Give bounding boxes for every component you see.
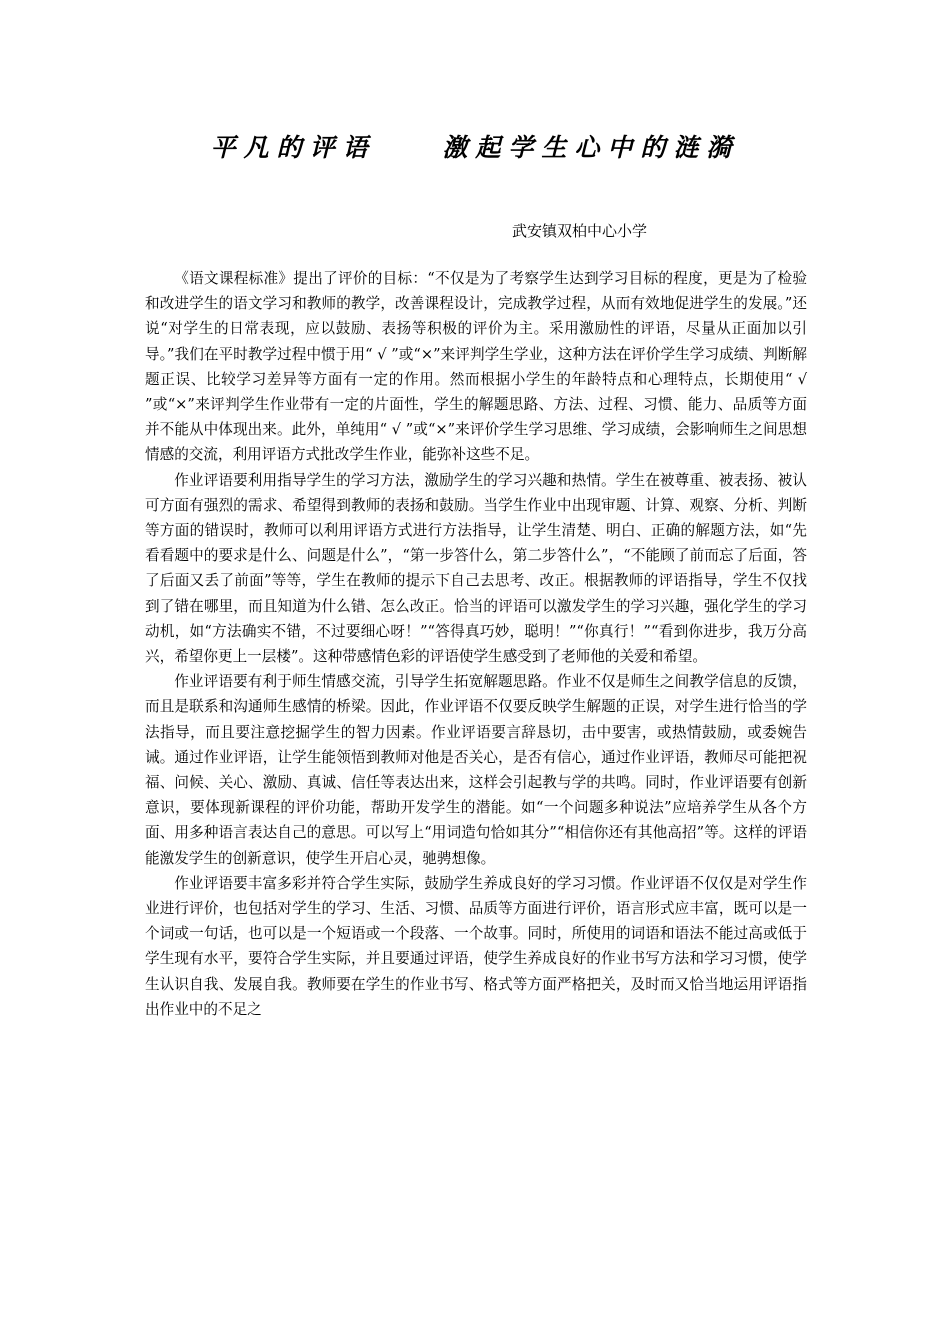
author-line: 武安镇双柏中心小学 — [512, 222, 648, 240]
document-body — [145, 266, 807, 1022]
paragraph-3: 作业评语要有利于师生情感交流，引导学生拓宽解题思路。作业不仅是师生之间教学信息的反馈，而且是联系和沟通师生感情的桥梁。因此，作业评语不仅要反映学生解题的正误，对学生进行恰当的学法指导，而且要注意挖掘学生的智力因素。作业评语要言辞恳切，击中要害，或热情鼓励，或委婉告诫。通过作业评语，让学生能领悟到教师对他是否关心，是否有信心，通过作业评语，教师尽可能把祝福、问候、关心、激励、真诚、信任等表达出来，这样会引起教与学的共鸣。同时，作业评语要有创新意识，要体现新课程的评价功能，帮助开发学生的潜能。如“一个问题多种说法”应培养学生从各个方面、用多种语言表达自己的意思。可以写上“用词造句恰如其分”“相信你还有其他高招”等。这样的评语能激发学生的创新意识，使学生开启心灵，驰骋想像。 — [145, 673, 807, 867]
document-title: 平凡的评语 激起学生心中的涟漪 — [210, 133, 740, 162]
paragraph-1: 《语文课程标准》提出了评价的目标：“不仅是为了考察学生达到学习目标的程度，更是为了检验和改进学生的语文学习和教师的教学，改善课程设计，完成教学过程，从而有效地促进学生的发展。”还说“对学生的日常表现，应以鼓励、表扬等积极的评价为主。采用激励性的评语，尽量从正面加以引导。”我们在平时教学过程中惯于用“ √ ”或“×”来评判学生学业，这种方法在评价学生学习成绩、判断解题正误、比较学习差异等方面有一定的作用。然而根据小学生的年龄特点和心理特点，长期使用“ √ ”或“×”来评判学生作业带有一定的片面性，学生的解题思路、方法、过程、习惯、能力、品质等方面并不能从中体现出来。此外，单纯用“ √ ”或“×”来评价学生学习思维、学习成绩，会影响师生之间思想情感的交流，利用评语方式批改学生作业，能弥补这些不足。 — [145, 270, 807, 464]
paragraph-2: 作业评语要利用指导学生的学习方法，激励学生的学习兴趣和热情。学生在被尊重、被表扬、被认可方面有强烈的需求、希望得到教师的表扬和鼓励。当学生作业中出现审题、计算、观察、分析、判断等方面的错误时，教师可以利用评语方式进行方法指导，让学生清楚、明白、正确的解题方法，如“先看看题中的要求是什么、问题是什么”，“第一步答什么，第二步答什么”，“不能顾了前而忘了后面，答了后面又丢了前面”等等，学生在教师的提示下自己去思考、改正。根据教师的评语指导，学生不仅找到了错在哪里，而且知道为什么错、怎么改正。恰当的评语可以激发学生的学习兴趣，强化学生的学习动机，如“方法确实不错，不过要细心呀！”“答得真巧妙，聪明！”“你真行！”“看到你进步，我万分高兴，希望你更上一层楼”。这种带感情色彩的评语使学生感受到了老师他的关爱和希望。 — [145, 471, 807, 666]
paragraph-4: 作业评语要丰富多彩并符合学生实际，鼓励学生养成良好的学习习惯。作业评语不仅仅是对学生作业进行评价，也包括对学生的学习、生活、习惯、品质等方面进行评价，语言形式应丰富，既可以是一个词或一句话，也可以是一个短语或一个段落、一个故事。同时，所使用的词语和语法不能过高或低于学生现有水平，要符合学生实际，并且要通过评语，使学生养成良好的作业书写方法和学习习惯，使学生认识自我、发展自我。教师要在学生的作业书写、格式等方面严格把关，及时而又恰当地运用评语指出作业中的不足之 — [145, 874, 807, 1018]
